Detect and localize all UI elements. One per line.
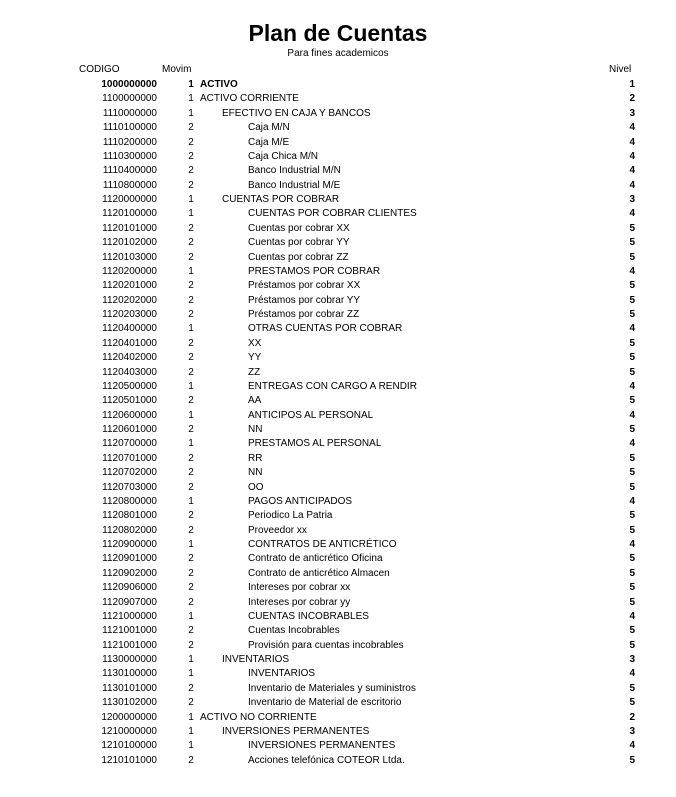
account-movim: 2	[188, 424, 194, 435]
account-row	[0, 351, 676, 365]
account-row	[0, 739, 676, 753]
account-name: Caja Chica M/N	[248, 150, 319, 162]
account-movim: 1	[188, 409, 194, 421]
account-name: ACTIVO NO CORRIENTE	[200, 711, 317, 723]
account-row	[0, 366, 676, 380]
account-row	[0, 92, 676, 106]
account-name: CUENTAS POR COBRAR	[222, 194, 340, 205]
account-code: 1130102000	[102, 697, 157, 709]
account-level: 5	[629, 280, 635, 292]
account-level: 5	[629, 754, 635, 766]
account-code: 1000000000	[101, 79, 157, 90]
account-level: 5	[629, 352, 635, 364]
account-code: 1121001000	[102, 639, 157, 651]
account-name: ENTREGAS CON CARGO A RENDIR	[248, 380, 417, 392]
account-movim: 1	[188, 194, 194, 205]
account-name: RR	[248, 452, 263, 464]
account-level: 5	[629, 251, 635, 263]
account-row	[0, 150, 676, 164]
account-code: 1120200000	[102, 265, 157, 277]
account-code: 1120400000	[102, 323, 157, 335]
account-level: 5	[629, 395, 635, 407]
account-level: 5	[629, 337, 635, 349]
account-row	[0, 696, 676, 710]
account-movim: 1	[188, 668, 194, 680]
account-level: 5	[629, 452, 635, 464]
account-name: PAGOS ANTICIPADOS	[248, 495, 353, 507]
account-name: Intereses por cobrar yy	[248, 596, 351, 608]
account-code: 1130100000	[102, 668, 157, 680]
account-movim: 1	[188, 539, 194, 550]
account-movim: 1	[188, 495, 194, 507]
account-movim: 2	[188, 251, 194, 263]
account-name: ZZ	[248, 366, 261, 378]
account-level: 4	[629, 409, 635, 421]
account-movim: 2	[188, 366, 194, 378]
account-name: Préstamos por cobrar XX	[248, 280, 361, 292]
account-level: 2	[629, 93, 635, 105]
account-level: 3	[629, 654, 635, 665]
account-name: OO	[248, 481, 264, 493]
account-code: 1120906000	[102, 582, 157, 594]
account-name: Contrato de anticrético Oficina	[248, 553, 383, 565]
account-row	[0, 466, 676, 480]
account-movim: 2	[188, 481, 194, 493]
account-row	[0, 322, 676, 336]
account-level: 4	[629, 179, 635, 191]
account-level: 3	[629, 107, 635, 119]
account-level: 4	[629, 165, 635, 177]
account-name: Caja M/N	[248, 122, 290, 134]
account-name: ACTIVO CORRIENTE	[200, 93, 299, 105]
account-code: 1120907000	[102, 596, 157, 608]
account-name: CUENTAS INCOBRABLES	[248, 610, 369, 622]
account-movim: 1	[188, 740, 194, 752]
account-level: 4	[629, 208, 635, 220]
account-name: ANTICIPOS AL PERSONAL	[248, 409, 374, 421]
account-row	[0, 251, 676, 265]
account-level: 5	[629, 639, 635, 651]
account-code: 1120403000	[102, 366, 157, 378]
account-level: 4	[629, 323, 635, 335]
account-name: INVERSIONES PERMANENTES	[222, 725, 370, 737]
account-row	[0, 682, 676, 696]
account-name: INVENTARIOS	[222, 654, 290, 665]
account-level: 5	[629, 524, 635, 536]
account-name: Provisión para cuentas incobrables	[248, 639, 404, 651]
account-row	[0, 596, 676, 610]
account-row	[0, 452, 676, 466]
account-code: 1120901000	[102, 553, 157, 565]
account-movim: 1	[188, 380, 194, 392]
accounts-list	[0, 78, 676, 768]
account-name: Inventario de Materiales y suministros	[248, 682, 416, 694]
account-row	[0, 294, 676, 308]
account-level: 5	[629, 582, 635, 594]
account-name: Periodico La Patria	[248, 510, 333, 522]
account-code: 1130000000	[102, 654, 157, 665]
account-level: 3	[629, 194, 635, 205]
account-code: 1121000000	[102, 610, 157, 622]
account-movim: 2	[188, 237, 194, 249]
account-code: 1200000000	[101, 711, 157, 723]
account-name: PRESTAMOS AL PERSONAL	[248, 438, 382, 450]
account-row	[0, 121, 676, 135]
account-code: 1120900000	[102, 539, 157, 550]
account-name: Contrato de anticrético Almacen	[248, 567, 390, 579]
account-level: 5	[629, 596, 635, 608]
account-name: Inventario de Material de escritorio	[248, 697, 402, 709]
account-movim: 1	[188, 208, 194, 220]
account-code: 1120600000	[102, 409, 157, 421]
account-movim: 2	[188, 280, 194, 292]
account-row	[0, 524, 676, 538]
account-movim: 2	[188, 136, 194, 148]
account-movim: 2	[188, 510, 194, 522]
account-level: 5	[629, 682, 635, 694]
account-name: OTRAS CUENTAS POR COBRAR	[248, 323, 403, 335]
account-movim: 1	[188, 323, 194, 335]
account-movim: 1	[188, 610, 194, 622]
account-level: 5	[629, 467, 635, 479]
account-code: 1110800000	[102, 179, 157, 191]
account-row	[0, 437, 676, 451]
account-code: 1120203000	[102, 309, 157, 320]
account-code: 1210101000	[101, 754, 157, 766]
account-level: 5	[629, 424, 635, 435]
account-level: 5	[629, 625, 635, 637]
account-row	[0, 308, 676, 322]
account-level: 4	[629, 136, 635, 148]
account-movim: 1	[188, 93, 194, 105]
account-name: Cuentas por cobrar ZZ	[248, 251, 349, 263]
account-name: Acciones telefónica COTEOR Ltda.	[248, 754, 405, 766]
account-row	[0, 567, 676, 581]
account-name: ACTIVO	[200, 79, 238, 90]
account-code: 1100000000	[102, 93, 157, 105]
account-row	[0, 423, 676, 437]
account-code: 1120801000	[102, 510, 157, 522]
account-level: 1	[629, 79, 635, 90]
account-movim: 1	[188, 107, 194, 119]
account-row	[0, 136, 676, 150]
account-row	[0, 394, 676, 408]
account-movim: 2	[188, 165, 194, 177]
account-row	[0, 236, 676, 250]
account-row	[0, 265, 676, 279]
page-title: Plan de Cuentas	[248, 20, 428, 46]
account-code: 1120802000	[102, 524, 157, 536]
account-code: 1120700000	[102, 438, 157, 450]
account-level: 5	[629, 553, 635, 565]
header-level: Nivel	[609, 64, 632, 75]
account-level: 4	[629, 380, 635, 392]
account-code: 1120100000	[102, 208, 157, 220]
account-code: 1120103000	[102, 251, 157, 263]
account-movim: 2	[188, 682, 194, 694]
account-movim: 2	[188, 337, 194, 349]
account-row	[0, 495, 676, 509]
account-row	[0, 509, 676, 523]
account-name: CUENTAS POR COBRAR CLIENTES	[248, 208, 417, 220]
account-level: 4	[629, 265, 635, 277]
account-code: 1120703000	[102, 481, 157, 493]
account-movim: 1	[188, 265, 194, 277]
account-level: 4	[629, 438, 635, 450]
account-movim: 2	[188, 150, 194, 162]
account-level: 5	[629, 309, 635, 320]
account-row	[0, 207, 676, 221]
account-row	[0, 78, 676, 92]
account-row	[0, 107, 676, 121]
account-level: 4	[629, 150, 635, 162]
account-name: NN	[248, 424, 263, 435]
account-name: Cuentas por cobrar YY	[248, 237, 350, 249]
account-row	[0, 667, 676, 681]
account-movim: 2	[188, 179, 194, 191]
account-row	[0, 653, 676, 667]
account-code: 1130101000	[102, 682, 157, 694]
account-movim: 2	[188, 567, 194, 579]
account-movim: 1	[188, 711, 194, 723]
account-movim: 1	[188, 654, 194, 665]
account-code: 1120501000	[102, 395, 157, 407]
account-code: 1110100000	[102, 122, 157, 134]
account-row	[0, 624, 676, 638]
account-level: 5	[629, 222, 635, 234]
account-name: Préstamos por cobrar ZZ	[248, 309, 360, 320]
account-level: 4	[629, 740, 635, 752]
account-code: 1120401000	[102, 337, 157, 349]
account-movim: 2	[188, 294, 194, 306]
account-level: 5	[629, 294, 635, 306]
account-name: PRESTAMOS POR COBRAR	[248, 265, 381, 277]
account-row	[0, 279, 676, 293]
account-code: 1120101000	[102, 222, 157, 234]
account-code: 1121001000	[102, 625, 157, 637]
account-level: 4	[629, 122, 635, 134]
account-row	[0, 481, 676, 495]
account-movim: 2	[188, 222, 194, 234]
account-movim: 2	[188, 582, 194, 594]
account-row	[0, 538, 676, 552]
account-movim: 2	[188, 625, 194, 637]
account-name: INVERSIONES PERMANENTES	[248, 740, 396, 752]
account-row	[0, 380, 676, 394]
account-code: 1120902000	[102, 567, 157, 579]
account-name: Caja M/E	[248, 136, 290, 148]
account-level: 5	[629, 697, 635, 709]
account-row	[0, 754, 676, 768]
account-name: AA	[248, 395, 262, 407]
account-level: 4	[629, 610, 635, 622]
account-code: 1210000000	[101, 725, 157, 737]
account-name: Banco Industrial M/N	[248, 165, 341, 177]
account-row	[0, 639, 676, 653]
account-movim: 1	[188, 438, 194, 450]
account-movim: 2	[188, 467, 194, 479]
account-movim: 2	[188, 596, 194, 608]
account-level: 5	[629, 481, 635, 493]
account-movim: 2	[188, 639, 194, 651]
account-level: 2	[629, 711, 635, 723]
account-row	[0, 164, 676, 178]
account-row	[0, 610, 676, 624]
account-level: 5	[629, 237, 635, 249]
account-row	[0, 222, 676, 236]
account-code: 1120000000	[102, 194, 157, 205]
account-code: 1120402000	[102, 352, 157, 364]
account-row	[0, 552, 676, 566]
account-code: 1110300000	[102, 150, 157, 162]
account-code: 1120702000	[102, 467, 157, 479]
account-movim: 2	[188, 122, 194, 134]
account-row	[0, 337, 676, 351]
account-level: 3	[629, 725, 635, 737]
account-movim: 2	[188, 754, 194, 766]
header-movim: Movim	[162, 64, 192, 75]
account-row	[0, 581, 676, 595]
account-code: 1120500000	[102, 380, 157, 392]
account-level: 4	[629, 495, 635, 507]
account-name: Banco Industrial M/E	[248, 179, 341, 191]
account-name: Intereses por cobrar xx	[248, 582, 351, 594]
account-name: CONTRATOS DE ANTICRÉTICO	[248, 539, 397, 550]
account-level: 5	[629, 567, 635, 579]
account-row	[0, 193, 676, 207]
account-code: 1120201000	[102, 280, 157, 292]
account-row	[0, 725, 676, 739]
account-level: 4	[629, 539, 635, 550]
account-level: 4	[629, 668, 635, 680]
account-movim: 2	[188, 697, 194, 709]
account-code: 1120800000	[102, 495, 157, 507]
account-movim: 2	[188, 352, 194, 364]
account-row	[0, 179, 676, 193]
account-code: 1120202000	[102, 294, 157, 306]
account-code: 1110000000	[102, 107, 157, 119]
page-subtitle: Para fines academicos	[287, 48, 389, 59]
account-name: Proveedor xx	[248, 524, 307, 536]
account-name: Cuentas Incobrables	[248, 625, 340, 637]
account-name: YY	[248, 352, 262, 364]
account-code: 1110400000	[102, 165, 157, 177]
account-name: Cuentas por cobrar XX	[248, 222, 350, 234]
account-code: 1210100000	[101, 740, 157, 752]
account-name: INVENTARIOS	[248, 668, 316, 680]
account-row	[0, 409, 676, 423]
account-row	[0, 711, 676, 725]
account-code: 1120601000	[102, 424, 157, 435]
account-movim: 2	[188, 309, 194, 320]
account-movim: 2	[188, 524, 194, 536]
account-name: Préstamos por cobrar YY	[248, 294, 361, 306]
account-name: XX	[248, 337, 262, 349]
account-code: 1120102000	[102, 237, 157, 249]
account-code: 1120701000	[102, 452, 157, 464]
header-code: CODIGO	[79, 64, 120, 75]
account-movim: 1	[188, 725, 194, 737]
account-movim: 2	[188, 553, 194, 565]
account-movim: 2	[188, 395, 194, 407]
account-name: EFECTIVO EN CAJA Y BANCOS	[222, 107, 371, 119]
account-movim: 2	[188, 452, 194, 464]
account-name: NN	[248, 467, 263, 479]
account-code: 1110200000	[102, 136, 157, 148]
account-level: 5	[629, 510, 635, 522]
account-movim: 1	[188, 79, 194, 90]
account-level: 5	[629, 366, 635, 378]
